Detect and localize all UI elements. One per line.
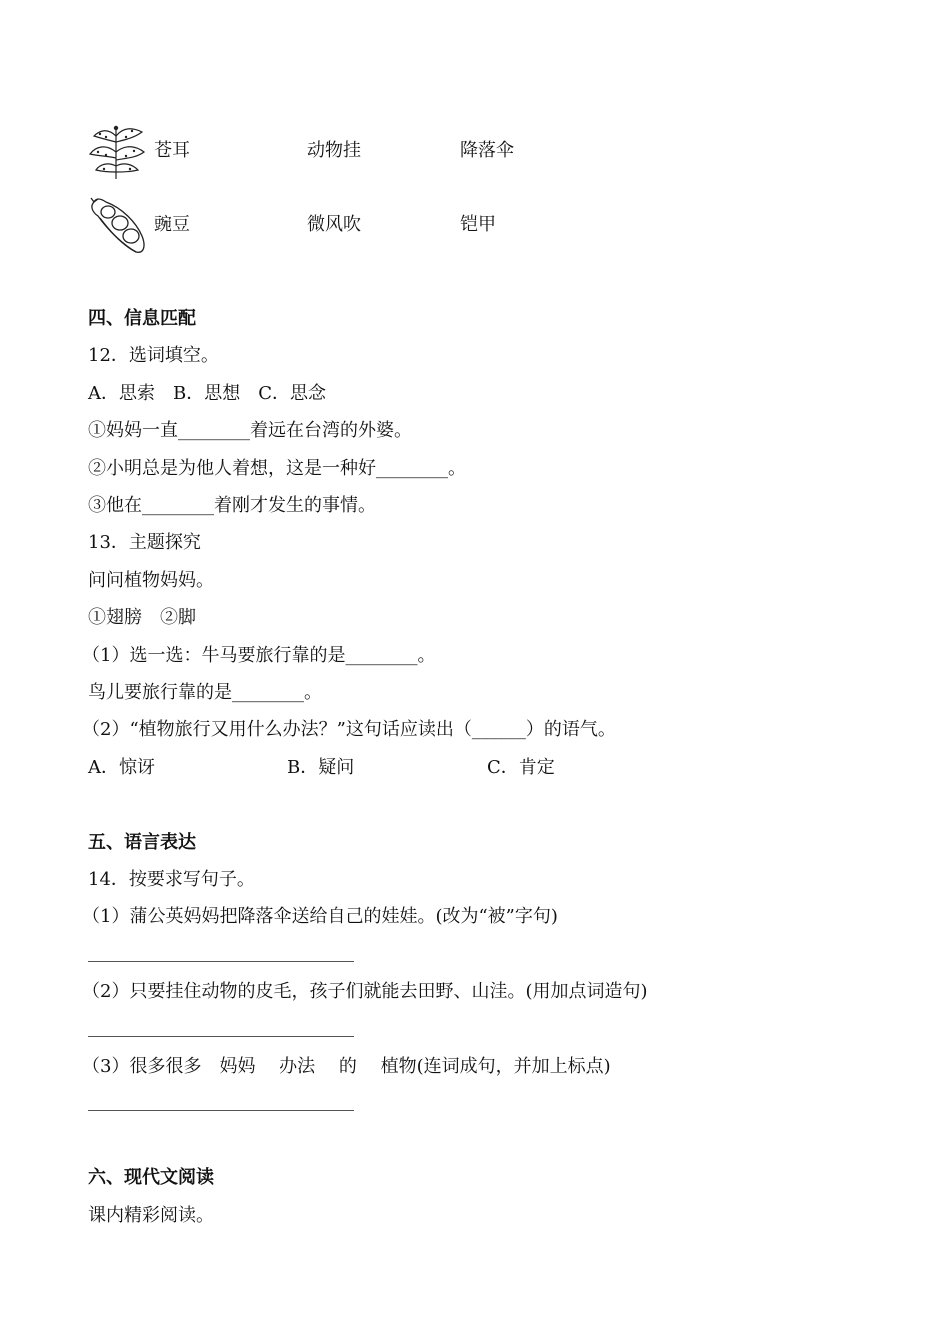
answer-line-2[interactable] bbox=[88, 1036, 354, 1037]
option-a: A．惊讶 bbox=[88, 757, 155, 778]
question-14-stem: 14．按要求写句子。 bbox=[88, 869, 255, 890]
option-c: C．肯定 bbox=[487, 757, 555, 778]
item-option: 铠甲 bbox=[460, 214, 496, 235]
question-12-item-1: ①妈妈一直________着远在台湾的外婆。 bbox=[88, 420, 412, 441]
matching-row-2 bbox=[88, 196, 688, 256]
question-13-intro: 问问植物妈妈。 bbox=[88, 570, 214, 591]
matching-row-1 bbox=[88, 122, 688, 182]
question-12-options: A．思索 B．思想 C．思念 bbox=[88, 383, 326, 404]
question-12-stem: 12．选词填空。 bbox=[88, 345, 219, 366]
method-option: 微风吹 bbox=[307, 214, 361, 235]
option-b: B．疑问 bbox=[287, 757, 355, 778]
question-13-part-1: （1）选一选：牛马要旅行靠的是________。 bbox=[82, 645, 436, 666]
method-option: 动物挂 bbox=[307, 140, 361, 161]
section-6-title: 六、现代文阅读 bbox=[88, 1167, 214, 1188]
question-13-part-1b: 鸟儿要旅行靠的是________。 bbox=[88, 682, 322, 703]
plant-name: 豌豆 bbox=[154, 214, 190, 235]
pea-pod-icon bbox=[88, 196, 146, 254]
question-12-item-3: ③他在________着刚才发生的事情。 bbox=[88, 495, 376, 516]
question-12-item-2: ②小明总是为他人着想，这是一种好________。 bbox=[88, 458, 466, 479]
question-13-stem: 13．主题探究 bbox=[88, 532, 201, 553]
plant-name: 苍耳 bbox=[154, 140, 190, 161]
section-5-title: 五、语言表达 bbox=[88, 832, 196, 853]
question-13-part-2: （2）“植物旅行又用什么办法？”这句话应读出（______）的语气。 bbox=[82, 719, 616, 740]
section-6-intro: 课内精彩阅读。 bbox=[88, 1205, 214, 1226]
question-14-item-3: （3）很多很多 妈妈 办法 的 植物(连词成句，并加上标点) bbox=[82, 1056, 611, 1077]
item-option: 降落伞 bbox=[460, 140, 514, 161]
section-4-title: 四、信息匹配 bbox=[88, 308, 196, 329]
question-13-choices: ①翅膀 ②脚 bbox=[88, 607, 196, 628]
question-14-item-1: （1）蒲公英妈妈把降落伞送给自己的娃娃。(改为“被”字句) bbox=[82, 906, 558, 927]
question-14-item-2: （2）只要挂住动物的皮毛，孩子们就能去田野、山洼。(用加点词造句) bbox=[82, 981, 648, 1002]
cocklebur-plant-icon bbox=[88, 122, 146, 180]
answer-line-3[interactable] bbox=[88, 1110, 354, 1111]
answer-line-1[interactable] bbox=[88, 961, 354, 962]
